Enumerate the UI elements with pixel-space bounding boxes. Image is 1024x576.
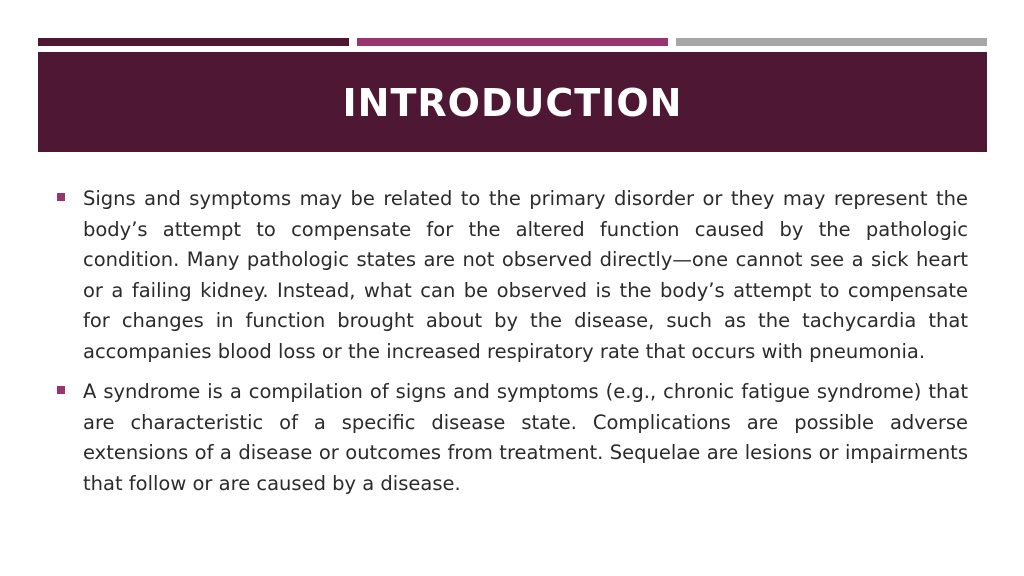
bullet-text: A syndrome is a compilation of signs and symptoms (e.g., chronic fatigue syndrome) that are characteristic of a specific disease state. Complications are possible adverse extensions of a disease or outcomes from treatment. Sequelae are lesions or impairments that follow or are caused by a disease. — [83, 380, 968, 495]
accent-bar-dark — [38, 38, 349, 46]
title-banner — [38, 52, 987, 152]
square-bullet-icon — [57, 386, 65, 394]
bullet-item — [56, 377, 968, 499]
slide-body — [56, 184, 968, 509]
slide-title: INTRODUCTION — [342, 81, 683, 125]
accent-bar-magenta — [357, 38, 668, 46]
accent-bar-gray — [676, 38, 987, 46]
square-bullet-icon — [57, 193, 65, 201]
bullet-item — [56, 184, 968, 367]
top-accent-bars — [38, 38, 987, 46]
bullet-text: Signs and symptoms may be related to the primary disorder or they may represent the body’s attempt to compensate for the altered function caused by the pathologic condition. Many pathologic states are not observed directly—one cannot see a sick heart or a failing kidney. Instead, what can be observed is the body’s attempt to compensate for changes in function brought about by the disease, such as the tachycardia that accompanies blood loss or the increased respiratory rate that occurs with pneumonia. — [83, 187, 968, 363]
